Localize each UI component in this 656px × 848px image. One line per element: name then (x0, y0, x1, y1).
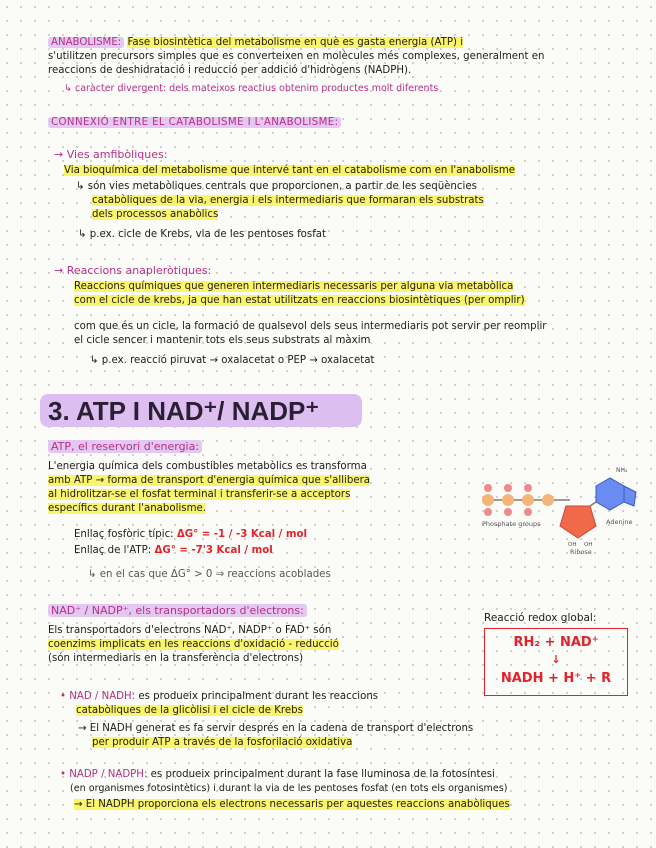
redox-products: NADH + H⁺ + R (500, 671, 612, 686)
atp-heading: ATP, el reservori d'energia: (48, 440, 202, 453)
nad-line-2 (48, 638, 339, 651)
anapleurotiques-definition: Reaccions químiques que generen intermediaris necessaris per alguna via metabòlica (74, 281, 514, 292)
nadh-line-4 (92, 736, 352, 749)
amfiboliques-example: ↳ p.ex. cicle de Krebs, via de les pentoses fosfat (78, 229, 327, 240)
atp-line-2 (48, 474, 370, 487)
anapleurotiques-line-1 (74, 280, 513, 293)
nad-heading: NAD⁺ / NADP⁺, els transportadors d'electrons: (48, 604, 307, 617)
amfiboliques-line-4-text: dels processos anabòlics (92, 209, 219, 220)
anapleurotiques-title: → Reaccions anapleròtiques: (54, 264, 212, 277)
amfiboliques-definition: Via bioquímica del metabolisme que intervé tant en el catabolisme com en l'anabolisme (64, 165, 516, 176)
nadph-line-3 (74, 798, 510, 811)
anapleurotiques-line-4: el cicle sencer i mantenir tots els seus substrats al màxim (74, 335, 371, 346)
redox-reactants: RH₂ + NAD⁺ (513, 635, 599, 650)
anabolisme-def-1: Fase biosintètica del metabolisme en què es gasta energia (ATP) i (127, 37, 464, 48)
adenine-label: Adenine (606, 518, 633, 526)
atp-molecule-diagram (478, 462, 640, 558)
redox-reaction-box (484, 628, 628, 696)
nad-line-2-text: coenzims implicats en les reaccions d'oxidació - reducció (48, 639, 339, 650)
connexio-heading-wrap (48, 116, 341, 129)
nadh-term: • NAD / NADH: (60, 691, 136, 702)
nadh-line-2-text: catabòliques de la glicòlisi i el cicle de Krebs (76, 705, 303, 716)
amfiboliques-title: → Vies amfibòliques: (54, 148, 168, 161)
nadph-line-2: (en organismes fotosintètics) i durant la via de les pentoses fosfat (en tots els organismes) (70, 783, 508, 794)
bond-atp (74, 544, 273, 557)
oh-label-2: OH (584, 542, 593, 548)
bond-atp-value: ΔG° = -7'3 Kcal / mol (154, 545, 273, 556)
atp-line-3-text: al hidrolitzar-se el fosfat terminal i transferir-se a acceptors (48, 489, 351, 500)
nadph-term: • NADP / NADPH: (60, 769, 148, 780)
atp-line-4 (48, 502, 206, 515)
anapleurotiques-line-2-text: com el cicle de krebs, ja que han estat utilitzats en reaccions biosintètiques (per omplir) (74, 295, 525, 306)
redox-title: Reacció redox global: (484, 612, 597, 624)
anabolisme-line-1 (48, 36, 463, 49)
nad-line-3: (són intermediaris en la transferència d'electrons) (48, 653, 304, 664)
bond-typical (74, 528, 307, 541)
bond-atp-label: Enllaç de l'ATP: (74, 545, 152, 556)
ribose-label: Ribose (570, 548, 592, 556)
anapleurotiques-line-2 (74, 294, 525, 307)
nadh-line-2 (76, 704, 303, 717)
atp-line-4-text: específics durant l'anabolisme. (48, 503, 207, 514)
nad-heading-wrap (48, 604, 307, 618)
anabolisme-term: ANABOLISME: (48, 37, 124, 48)
bond-typical-value: ΔG° = -1 / -3 Kcal / mol (176, 529, 308, 540)
anabolisme-line-3: reaccions de deshidratació i reducció per addició d'hidrògens (NADPH). (48, 65, 412, 76)
bond-typical-label: Enllaç fosfòric típic: (74, 529, 174, 540)
nadh-line-1 (60, 690, 378, 703)
connexio-heading: CONNEXIÓ ENTRE EL CATABOLISME I L'ANABOLISME: (48, 117, 341, 128)
nadh-line-1-text: es produeix principalment durant les reaccions (135, 691, 379, 702)
nad-line-1: Els transportadors d'electrons NAD⁺, NADP⁺ o FAD⁺ són (48, 625, 332, 636)
amfiboliques-line-4 (92, 208, 218, 221)
atp-note: ↳ en el cas que ΔG° > 0 ⇒ reaccions acoblades (88, 569, 331, 580)
anabolisme-line-2: s'utilitzen precursors simples que es converteixen en molècules més complexes, generalment en (48, 51, 545, 62)
atp-line-2-text: amb ATP → forma de transport d'energia química que s'allibera (48, 475, 371, 486)
anabolisme-note: ↳ caràcter divergent: dels mateixos reactius obtenim productes molt diferents (64, 83, 439, 94)
anapleurotiques-line-3: com que és un cicle, la formació de qualsevol dels seus intermediaris pot servir per reomplir (74, 321, 547, 332)
amfiboliques-line-1 (64, 164, 515, 177)
atp-line-3 (48, 488, 350, 501)
nh2-label: NH₂ (616, 467, 628, 474)
nadph-line-1 (60, 768, 495, 781)
nadph-line-3-text: → El NADPH proporciona els electrons necessaris per aquestes reaccions anabòliques (74, 799, 510, 810)
adenine-drawing (590, 478, 636, 510)
section-title: 3. ATP I NAD⁺/ NADP⁺ (48, 396, 320, 426)
amfiboliques-line-3-text: catabòliques de la via, energia i els intermediaris que formaran els substrats (92, 195, 484, 206)
nadh-line-4-text: per produir ATP a través de la fosforilació oxidativa (92, 737, 353, 748)
nadh-line-3: → El NADH generat es fa servir després en la cadena de transport d'electrons (78, 723, 474, 734)
atp-line-1: L'energia química dels combustibles metabòlics es transforma (48, 461, 367, 472)
amfiboliques-line-3 (92, 194, 484, 207)
redox-arrow: ↓ (551, 653, 561, 666)
phosphate-groups-drawing (482, 484, 570, 516)
ribose-drawing (560, 506, 596, 538)
oh-label-1: OH (568, 542, 577, 548)
nadph-line-1-text: es produeix principalment durant la fase lluminosa de la fotosíntesi (147, 769, 495, 780)
anapleurotiques-example: ↳ p.ex. reacció piruvat → oxalacetat o PEP → oxalacetat (90, 355, 375, 366)
atp-heading-wrap (48, 440, 202, 454)
amfiboliques-line-2: ↳ són vies metabòliques centrals que proporcionen, a partir de les seqüències (76, 181, 477, 192)
phosphate-groups-label: Phosphate groups (482, 520, 541, 528)
